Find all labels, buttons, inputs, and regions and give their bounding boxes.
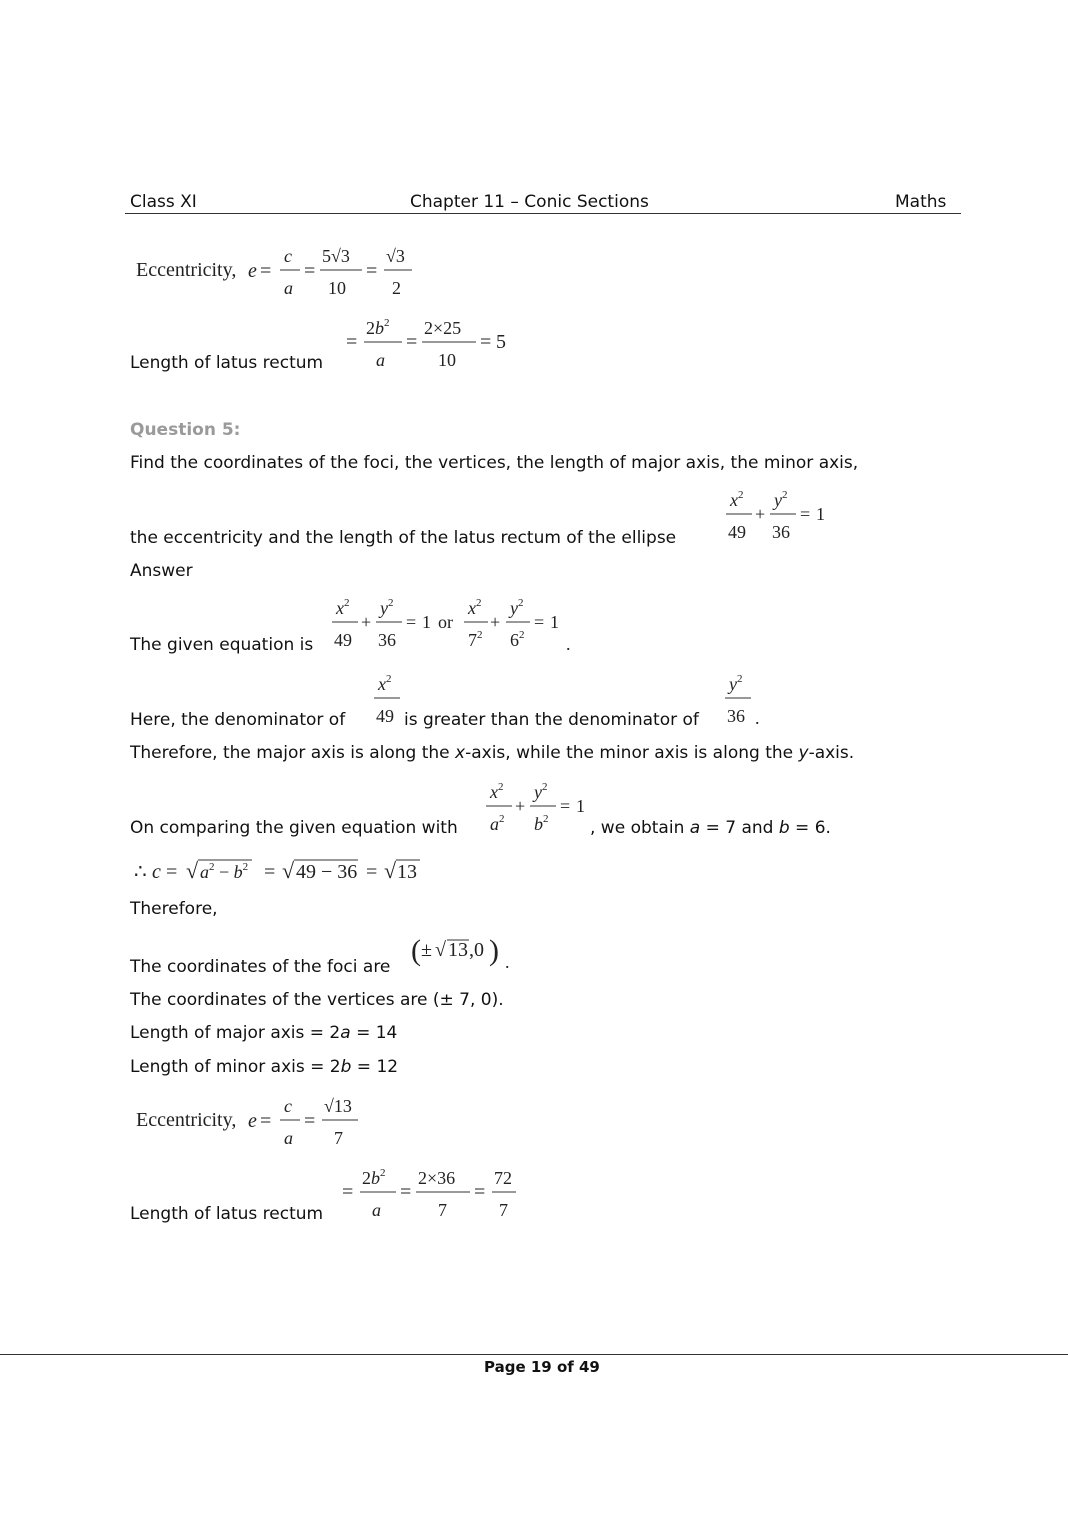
- svg-text:a2: $a^2$: [490, 813, 505, 834]
- svg-text:2: 2: [392, 278, 401, 298]
- svg-text:a2 − b2: $a^2 - b^2$: [200, 861, 249, 882]
- answer-label: Answer: [130, 561, 193, 581]
- svg-text:y2: $y^2$: [774, 489, 788, 510]
- svg-text:=: =: [260, 1110, 272, 1132]
- svg-text:±: ±: [421, 939, 432, 961]
- latus-rectum-label: Length of latus rectum: [130, 1204, 324, 1224]
- svg-text:√: √: [384, 858, 397, 883]
- svg-text:a: a: [372, 1200, 381, 1220]
- svg-text:49: 49: [334, 630, 352, 650]
- svg-text:=: =: [304, 260, 316, 282]
- prev-eccentricity-label: Eccentricity,: [136, 259, 237, 281]
- vertices-text: The coordinates of the vertices are (± 7, 0).: [130, 990, 504, 1010]
- prev-latus-formula: [344, 312, 524, 374]
- svg-text:∴: ∴: [134, 861, 147, 883]
- svg-text:.: .: [566, 634, 571, 654]
- svg-text:=: =: [406, 331, 418, 353]
- svg-text:10: 10: [438, 350, 456, 370]
- question-ellipse-equation: [724, 484, 834, 546]
- svg-text:=: =: [400, 1181, 412, 1203]
- svg-text:+: +: [361, 612, 372, 632]
- svg-text:1: 1: [576, 796, 585, 816]
- svg-text:36: 36: [727, 706, 745, 726]
- svg-text:x2: $x^2$: [730, 489, 744, 510]
- svg-text:.: .: [505, 952, 510, 972]
- svg-text:49: 49: [728, 522, 746, 542]
- svg-text:=: =: [366, 260, 378, 282]
- compare-text: On comparing the given equation with: [130, 818, 458, 838]
- svg-text:=: =: [346, 331, 358, 353]
- svg-text:y2: $y^2$: [510, 597, 524, 618]
- svg-text:y2: $y^2$: [380, 597, 394, 618]
- footer-rule: [0, 1354, 1068, 1355]
- svg-text:√: √: [435, 939, 446, 961]
- header-rule: [125, 213, 961, 214]
- prev-latus-label: Length of latus rectum: [130, 353, 324, 373]
- svg-text:+: +: [515, 796, 526, 816]
- svg-text:=: =: [366, 861, 378, 883]
- svg-text:36: 36: [378, 630, 396, 650]
- foci-formula: [411, 930, 521, 974]
- svg-text:10: 10: [328, 278, 346, 298]
- svg-text:e: e: [248, 1110, 257, 1132]
- given-equation-text: The given equation is: [130, 635, 314, 655]
- header-chapter: Chapter 11 – Conic Sections: [410, 192, 649, 212]
- svg-text:√13: √13: [324, 1096, 352, 1116]
- svg-text:2b2: $2b^2$: [366, 317, 390, 338]
- svg-text:b2: $b^2$: [534, 813, 549, 834]
- svg-text:x2: $x^2$: [378, 673, 392, 694]
- svg-text:=: =: [166, 861, 178, 883]
- svg-text:=: =: [342, 1181, 354, 1203]
- svg-text:e: e: [248, 260, 257, 282]
- svg-text:√: √: [282, 858, 295, 883]
- svg-text:y2: $y^2$: [729, 673, 743, 694]
- header-subject: Maths: [895, 192, 947, 212]
- svg-text:+: +: [755, 504, 766, 524]
- svg-text:=: =: [264, 861, 276, 883]
- latus-rectum-formula: [340, 1162, 530, 1224]
- denominator-fraction-x: [372, 668, 404, 730]
- denominator-fraction-y: [723, 668, 767, 730]
- svg-text:c: c: [284, 1096, 292, 1116]
- header-class: Class XI: [130, 192, 197, 212]
- svg-text:2×25: 2×25: [424, 318, 462, 338]
- svg-text:√3: √3: [386, 246, 405, 266]
- svg-text:.: .: [755, 708, 760, 728]
- major-axis-length: Length of major axis = 2a = 14: [130, 1023, 398, 1043]
- svg-text:62: $6^2$: [510, 629, 525, 650]
- question-title: Question 5:: [130, 420, 241, 440]
- svg-text:1: 1: [422, 612, 431, 632]
- given-equation-formula: [330, 592, 580, 654]
- svg-text:5: 5: [496, 331, 506, 353]
- svg-text:,0: ,0: [469, 939, 484, 961]
- svg-text:1: 1: [816, 504, 825, 524]
- svg-text:7: 7: [499, 1200, 508, 1220]
- svg-text:=: =: [260, 260, 272, 282]
- minor-axis-length: Length of minor axis = 2b = 12: [130, 1057, 399, 1077]
- svg-text:=: =: [534, 612, 545, 632]
- eccentricity-label: Eccentricity,: [136, 1109, 237, 1131]
- svg-text:13: 13: [397, 861, 417, 883]
- svg-text:+: +: [490, 612, 501, 632]
- svg-text:36: 36: [772, 522, 790, 542]
- c-value-formula: [134, 852, 434, 888]
- svg-text:5√3: 5√3: [322, 246, 350, 266]
- svg-text:√: √: [186, 858, 199, 883]
- svg-text:(: (: [411, 934, 421, 967]
- svg-text:): ): [489, 934, 499, 967]
- svg-text:x2: $x^2$: [336, 597, 350, 618]
- svg-text:y2: $y^2$: [534, 781, 548, 802]
- svg-text:or: or: [438, 612, 453, 632]
- svg-text:c: c: [284, 246, 292, 266]
- svg-text:72: 72: [494, 1168, 512, 1188]
- svg-text:=: =: [406, 612, 417, 632]
- standard-ellipse-formula: [484, 776, 590, 838]
- svg-text:7: 7: [334, 1128, 343, 1148]
- svg-text:x2: $x^2$: [468, 597, 482, 618]
- svg-text:13: 13: [448, 939, 468, 961]
- therefore-text: Therefore,: [130, 899, 218, 919]
- svg-text:a: a: [284, 278, 293, 298]
- compare-result: , we obtain a = 7 and b = 6.: [590, 818, 831, 838]
- foci-label: The coordinates of the foci are: [130, 957, 391, 977]
- svg-text:=: =: [304, 1110, 316, 1132]
- svg-text:49: 49: [376, 706, 394, 726]
- svg-text:=: =: [800, 504, 811, 524]
- denominator-text-2: is greater than the denominator of: [404, 710, 699, 730]
- svg-text:49 − 36: 49 − 36: [296, 861, 358, 883]
- svg-text:2×36: 2×36: [418, 1168, 456, 1188]
- major-axis-statement: Therefore, the major axis is along the x-axis, while the minor axis is along the y-axis.: [130, 743, 855, 763]
- svg-text:a: a: [284, 1128, 293, 1148]
- svg-text:1: 1: [550, 612, 559, 632]
- svg-text:2b2: $2b^2$: [362, 1167, 386, 1188]
- svg-text:=: =: [474, 1181, 486, 1203]
- svg-text:=: =: [560, 796, 571, 816]
- page-number: Page 19 of 49: [484, 1358, 600, 1376]
- eccentricity-formula: [246, 1090, 376, 1152]
- svg-text:=: =: [480, 331, 492, 353]
- question-line-2: the eccentricity and the length of the latus rectum of the ellipse: [130, 528, 677, 548]
- svg-text:x2: $x^2$: [490, 781, 504, 802]
- question-line-1: Find the coordinates of the foci, the vertices, the length of major axis, the minor axis,: [130, 453, 859, 473]
- svg-text:72: $7^2$: [468, 629, 483, 650]
- svg-text:a: a: [376, 350, 385, 370]
- prev-eccentricity-formula: [246, 240, 426, 302]
- svg-text:7: 7: [438, 1200, 447, 1220]
- denominator-text-1: Here, the denominator of: [130, 710, 346, 730]
- svg-text:c: c: [152, 861, 161, 883]
